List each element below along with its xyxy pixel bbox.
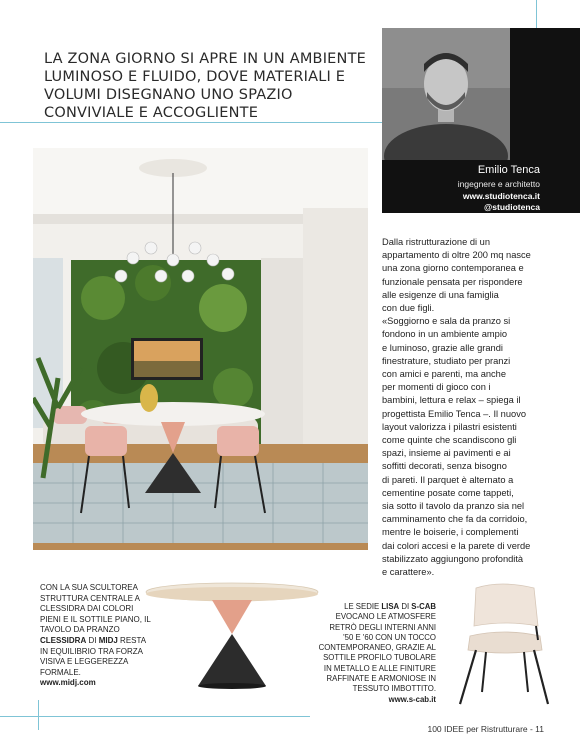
chair-brand-url[interactable]: www.s-cab.it [388, 694, 436, 704]
chair-brand-name: S-CAB [411, 602, 436, 611]
table-brand-name: MIDJ [98, 635, 118, 645]
living-room-photo [33, 148, 368, 550]
bottom-rule [0, 716, 310, 717]
headline: LA ZONA GIORNO SI APRE IN UN AMBIENTE LUMINOSO E FLUIDO, DOVE MATERIALI E VOLUMI DISEGNANO UNO SPAZIO CONVIVIALE E ACCOGLIENTE [44, 51, 367, 121]
designer-portrait [382, 28, 510, 160]
page-footer: 100 IDEE per Ristrutturare - 11 [427, 724, 544, 734]
chair-product-name: LISA [381, 602, 400, 611]
chair-caption [318, 602, 436, 705]
top-rule [0, 122, 382, 123]
chair-caption-text: LE SEDIE [344, 602, 382, 611]
table-caption-text: CON LA SUA SCULTOREA STRUTTURA CENTRALE A CLESSIDRA DAI COLORI PIENI E IL SOTTILE PIANO, IL TAVOLO DA PRANZO [40, 583, 151, 635]
designer-website[interactable]: www.studiotenca.it [462, 191, 540, 201]
chair-caption-text-3: EVOCANO LE ATMOSFERE RETRÒ DEGLI INTERNI ANNI '50 E '60 CON UN TOCCO CONTEMPORANEO, GRAZIE AL SOTTILE PROFILO TUBOLARE IN METALLO E ALLE FINITURE RAFFINATE E ARMONIOSE IN TESSUTO IMBOTTITO. [318, 612, 436, 694]
designer-name: Emilio Tenca [477, 164, 540, 176]
designer-handle[interactable]: @studiotenca [484, 202, 540, 212]
table-caption-text-3: RESTA IN EQUILIBRIO TRA FORZA VISIVA E LEGGEREZZA FORMALE. [40, 635, 146, 677]
table-caption [40, 583, 155, 689]
table-product-name: CLESSIDRA [40, 635, 87, 645]
table-caption-text-2: DI [86, 635, 99, 645]
lisa-chair-image [446, 580, 556, 710]
article-body: Dalla ristrutturazione di un appartamento di oltre 200 mq nasce una zona giorno contemporanea e funzionale pensata per rispondere alle esigenze di una famiglia con due figli. «Soggiorno e sala da pranzo si fondono in un ambiente ampio e luminoso, grazie alle grandi finestrature, studiato per pranzi con amici e parenti, ma anche per momenti di gioco con i bambini, lettura e relax – spiega il progettista Emilio Tenca –. Il nuovo layout valorizza i pilastri esistenti come quinte che scandiscono gli spazi, insieme ai pavimenti e ai soffitti decorati, senza bisogno di pareti. Il parquet è alternato a cementine posate come tappeti, sia sotto il tavolo da pranzo sia nel camminamento che fa da corridoio, mentre le boiserie, i complementi dai colori accesi e la parete di verde stabilizzato aggiungono profondità e carattere». [382, 237, 531, 578]
left-bottom-rule [38, 700, 39, 730]
clessidra-table-image [142, 578, 322, 690]
chair-caption-text-2: DI [399, 602, 412, 611]
table-brand-url[interactable]: www.midj.com [40, 678, 96, 688]
designer-role: ingegnere e architetto [457, 179, 540, 189]
